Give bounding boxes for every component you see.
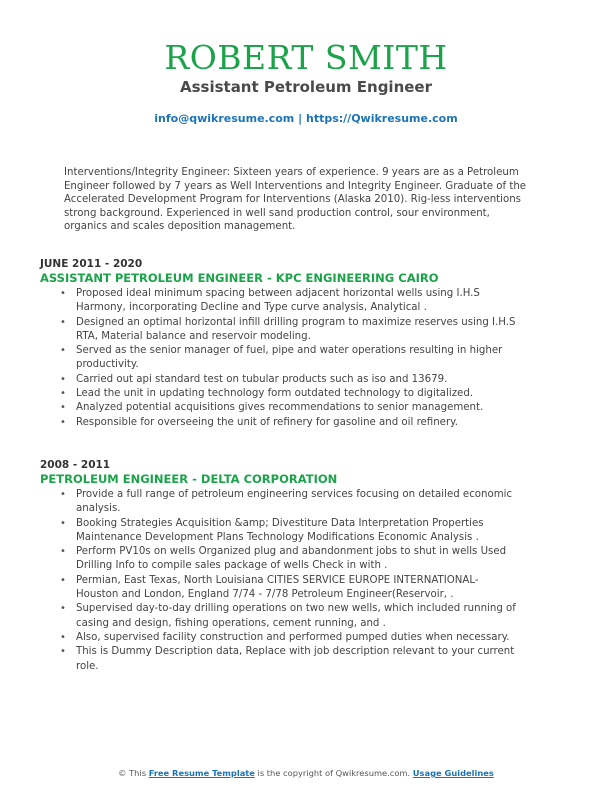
footer-copyright: is the copyright of Qwikresume.com.: [257, 768, 411, 778]
list-item: • Responsible for overseeing the unit of refinery for gasoline and oil refinery.: [40, 416, 516, 430]
bullet-icon: •: [60, 574, 66, 586]
list-item: • Perform PV10s on wells Organized plug and abandonment jobs to shut in wells Used Drilling Info to compile sales package of wells Check in with .: [60, 546, 507, 572]
email-link[interactable]: info@qwikresume.com: [154, 112, 295, 125]
bullet-icon: •: [60, 546, 66, 558]
list-item: • Designed an optimal horizontal infill drilling program to maximize reserves using I.H.S RTA, Material balance and reservoir modeling.: [60, 316, 516, 342]
bullet-icon: •: [60, 517, 66, 529]
contact-separator: |: [298, 112, 303, 125]
bullet-icon: •: [60, 489, 66, 500]
experience-section: [40, 258, 560, 430]
list-item: • Supervised day-to-day drilling operations on two new wells, which included running of casing and design, fishing operations, cement running, and .: [60, 603, 516, 629]
list-item: • Analyzed potential acquisitions gives recommendations to senior management.: [40, 401, 516, 415]
experience-role: PETROLEUM ENGINEER - DELTA CORPORATION: [40, 472, 338, 486]
list-item: • Proposed ideal minimum spacing between adjacent horizontal wells using I.H.S Harmony, incorporating Decline and Type curve analysis, Analytical .: [60, 288, 480, 314]
list-item: • Booking Strategies Acquisition &amp; Divestiture Data Interpretation Properties Maintenance Development Plans Technology Modifications Economic Analysis .: [60, 517, 484, 543]
bullet-icon: •: [60, 416, 66, 428]
list-item: • Permian, East Texas, North Louisiana CITIES SERVICE EUROPE INTERNATIONAL- Houston and London, England 7/74 - 7/78 Petroleum Engineer(Reservoir, .: [60, 574, 479, 601]
list-item: • This is Dummy Description data, Replace with job description relevant to your current role.: [60, 646, 515, 672]
experience-dates: JUNE 2011 - 2020: [40, 258, 143, 270]
bullet-icon: •: [60, 402, 66, 414]
experience-list: [40, 287, 560, 430]
footer-prefix: © This: [118, 768, 147, 778]
experience-list: [40, 488, 560, 674]
bullet-icon: •: [60, 316, 66, 328]
list-item: • Served as the senior manager of fuel, pipe and water operations resulting in higher productivity.: [60, 345, 503, 371]
list-item: • Also, supervised facility construction and performed pumped duties when necessary.: [40, 631, 516, 645]
bullet-icon: •: [60, 631, 66, 643]
contact-line: [0, 112, 612, 126]
candidate-title: Assistant Petroleum Engineer: [179, 78, 432, 96]
footer: [0, 768, 612, 779]
list-item: • Carried out api standard test on tubular products such as iso and 13679.: [40, 373, 516, 387]
summary-paragraph: Interventions/Integrity Engineer: Sixteen years of experience. 9 years are as a Petroleum Engineer followed by 7 years as Well Interventions and Integrity Engineer. Graduate of the Accelerated Development Program for Interventions (Alaska 2010). Rig-less interventions strong background. Experienced in well sand production control, sour environment, organics and scales deposition management.: [64, 167, 527, 233]
experience-dates: 2008 - 2011: [40, 459, 111, 471]
list-item: • Provide a full range of petroleum engineering services focusing on detailed economic analysis.: [60, 489, 513, 515]
candidate-name: ROBERT SMITH: [164, 38, 448, 77]
bullet-icon: •: [60, 288, 66, 299]
experience-section: [40, 459, 560, 674]
bullet-icon: •: [60, 373, 66, 385]
bullet-icon: •: [60, 646, 66, 658]
experience-role: ASSISTANT PETROLEUM ENGINEER - KPC ENGINEERING CAIRO: [40, 271, 439, 285]
list-item: • Lead the unit in updating technology form outdated technology to digitalized.: [40, 387, 516, 401]
bullet-icon: •: [60, 603, 66, 615]
usage-guidelines-link[interactable]: Usage Guidelines: [412, 768, 494, 778]
bullet-icon: •: [60, 388, 66, 400]
bullet-icon: •: [60, 345, 66, 357]
free-resume-template-link[interactable]: Free Resume Template: [148, 768, 255, 778]
website-link[interactable]: https://Qwikresume.com: [305, 112, 458, 125]
